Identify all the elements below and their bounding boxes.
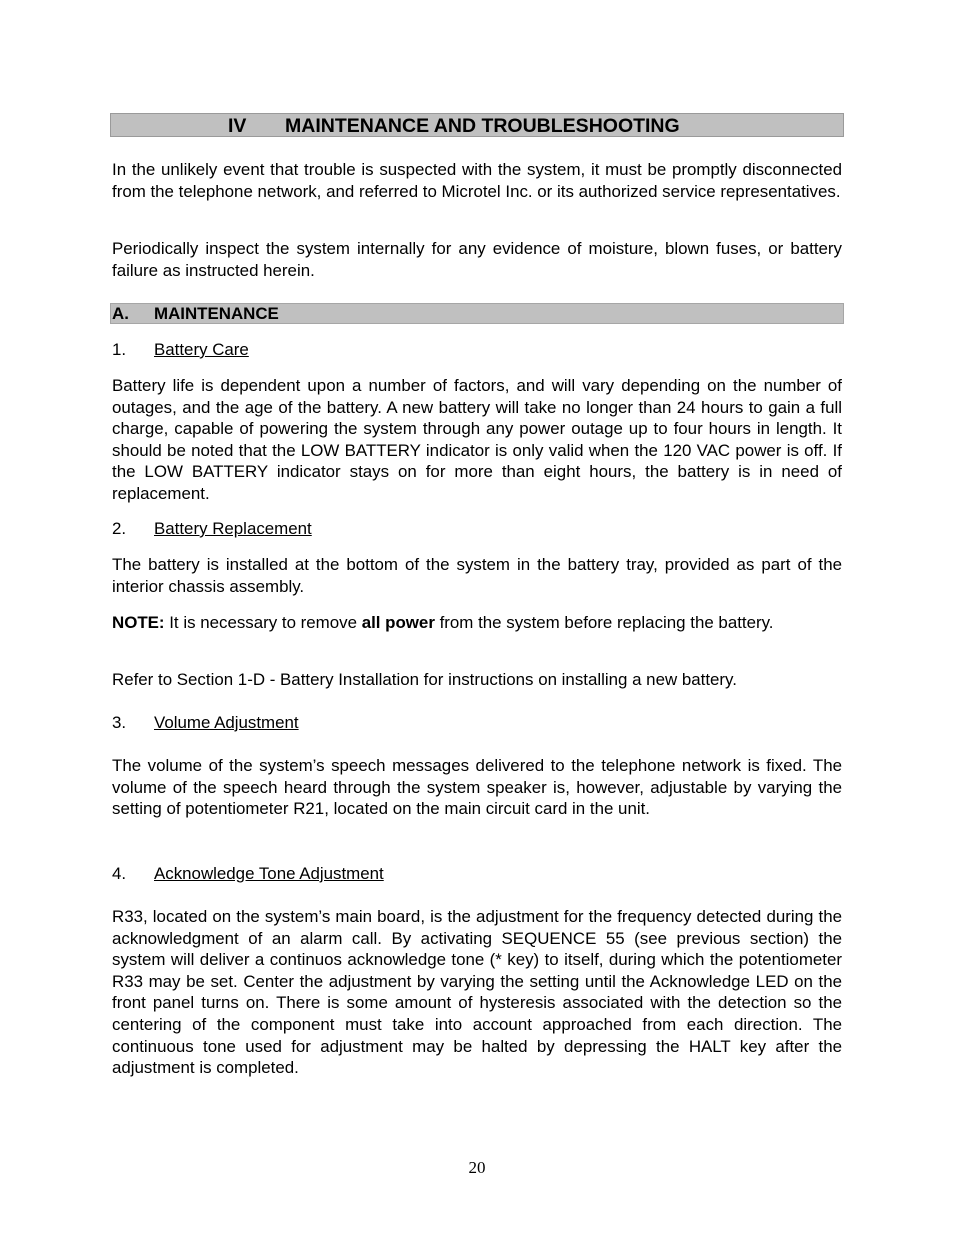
note-text-pre: It is necessary to remove [164, 613, 362, 632]
item-number: 1. [112, 340, 127, 359]
note-text-post: from the system before replacing the battery. [434, 613, 774, 632]
battery-replacement-paragraph: The battery is installed at the bottom of the system in the battery tray, provided as part of the interior chassis assembly. [112, 555, 842, 596]
section-heading [110, 113, 844, 137]
item-number: 4. [112, 864, 127, 883]
section-title: MAINTENANCE AND TROUBLESHOOTING [285, 115, 680, 137]
subsection-title: MAINTENANCE [154, 304, 279, 323]
item-title: Volume Adjustment [154, 713, 299, 732]
section-number: IV [228, 115, 247, 137]
note-emphasis: all power [361, 613, 435, 632]
battery-care-paragraph: Battery life is dependent upon a number of factors, and will vary depending on the number of outages, and the age of the battery. A new battery will take no longer than 24 hours to gain a full charge, capable of powering the system through any power outage up to four hours in length. It should be noted that the LOW BATTERY indicator is only valid when the 120 VAC power is off. If the LOW BATTERY indicator stays on for more than eight hours, the battery is in need of replacement. [112, 376, 842, 503]
intro-paragraph-1: In the unlikely event that trouble is suspected with the system, it must be promptly disconnected from the telephone network, and referred to Microtel Inc. or its authorized service representatives. [112, 160, 842, 201]
battery-replacement-note [112, 612, 842, 634]
volume-adjustment-paragraph: The volume of the system’s speech messages delivered to the telephone network is fixed. The volume of the speech heard through the system speaker is, however, adjustable by varying the setting of potentiometer R21, located on the main circuit card in the unit. [112, 756, 842, 819]
item-title: Battery Replacement [154, 519, 312, 538]
page-number: 20 [468, 1158, 486, 1177]
intro-paragraph-2: Periodically inspect the system internally for any evidence of moisture, blown fuses, or battery failure as instructed herein. [112, 239, 842, 280]
acknowledge-tone-paragraph: R33, located on the system’s main board, is the adjustment for the frequency detected during the acknowledgment of an alarm call. By activating SEQUENCE 55 (see previous section) the system will deliver a continuos acknowledge tone (* key) to itself, during which the potentiometer R33 may be set. Center the adjustment by varying the setting until the Acknowledge LED on the front panel turns on. There is some amount of hysteresis associated with the detection so the centering of the component must take into account approached from each direction. The continuous tone used for adjustment may be halted by depressing the HALT key after the adjustment is completed. [112, 907, 842, 1078]
note-label: NOTE: [112, 613, 165, 632]
item-number: 2. [112, 519, 127, 538]
item-title: Acknowledge Tone Adjustment [154, 864, 384, 883]
battery-installation-reference: Refer to Section 1-D - Battery Installation for instructions on installing a new battery. [112, 670, 737, 689]
subsection-letter: A. [112, 304, 129, 323]
item-title: Battery Care [154, 340, 249, 359]
subsection-heading [110, 303, 844, 324]
item-number: 3. [112, 713, 127, 732]
